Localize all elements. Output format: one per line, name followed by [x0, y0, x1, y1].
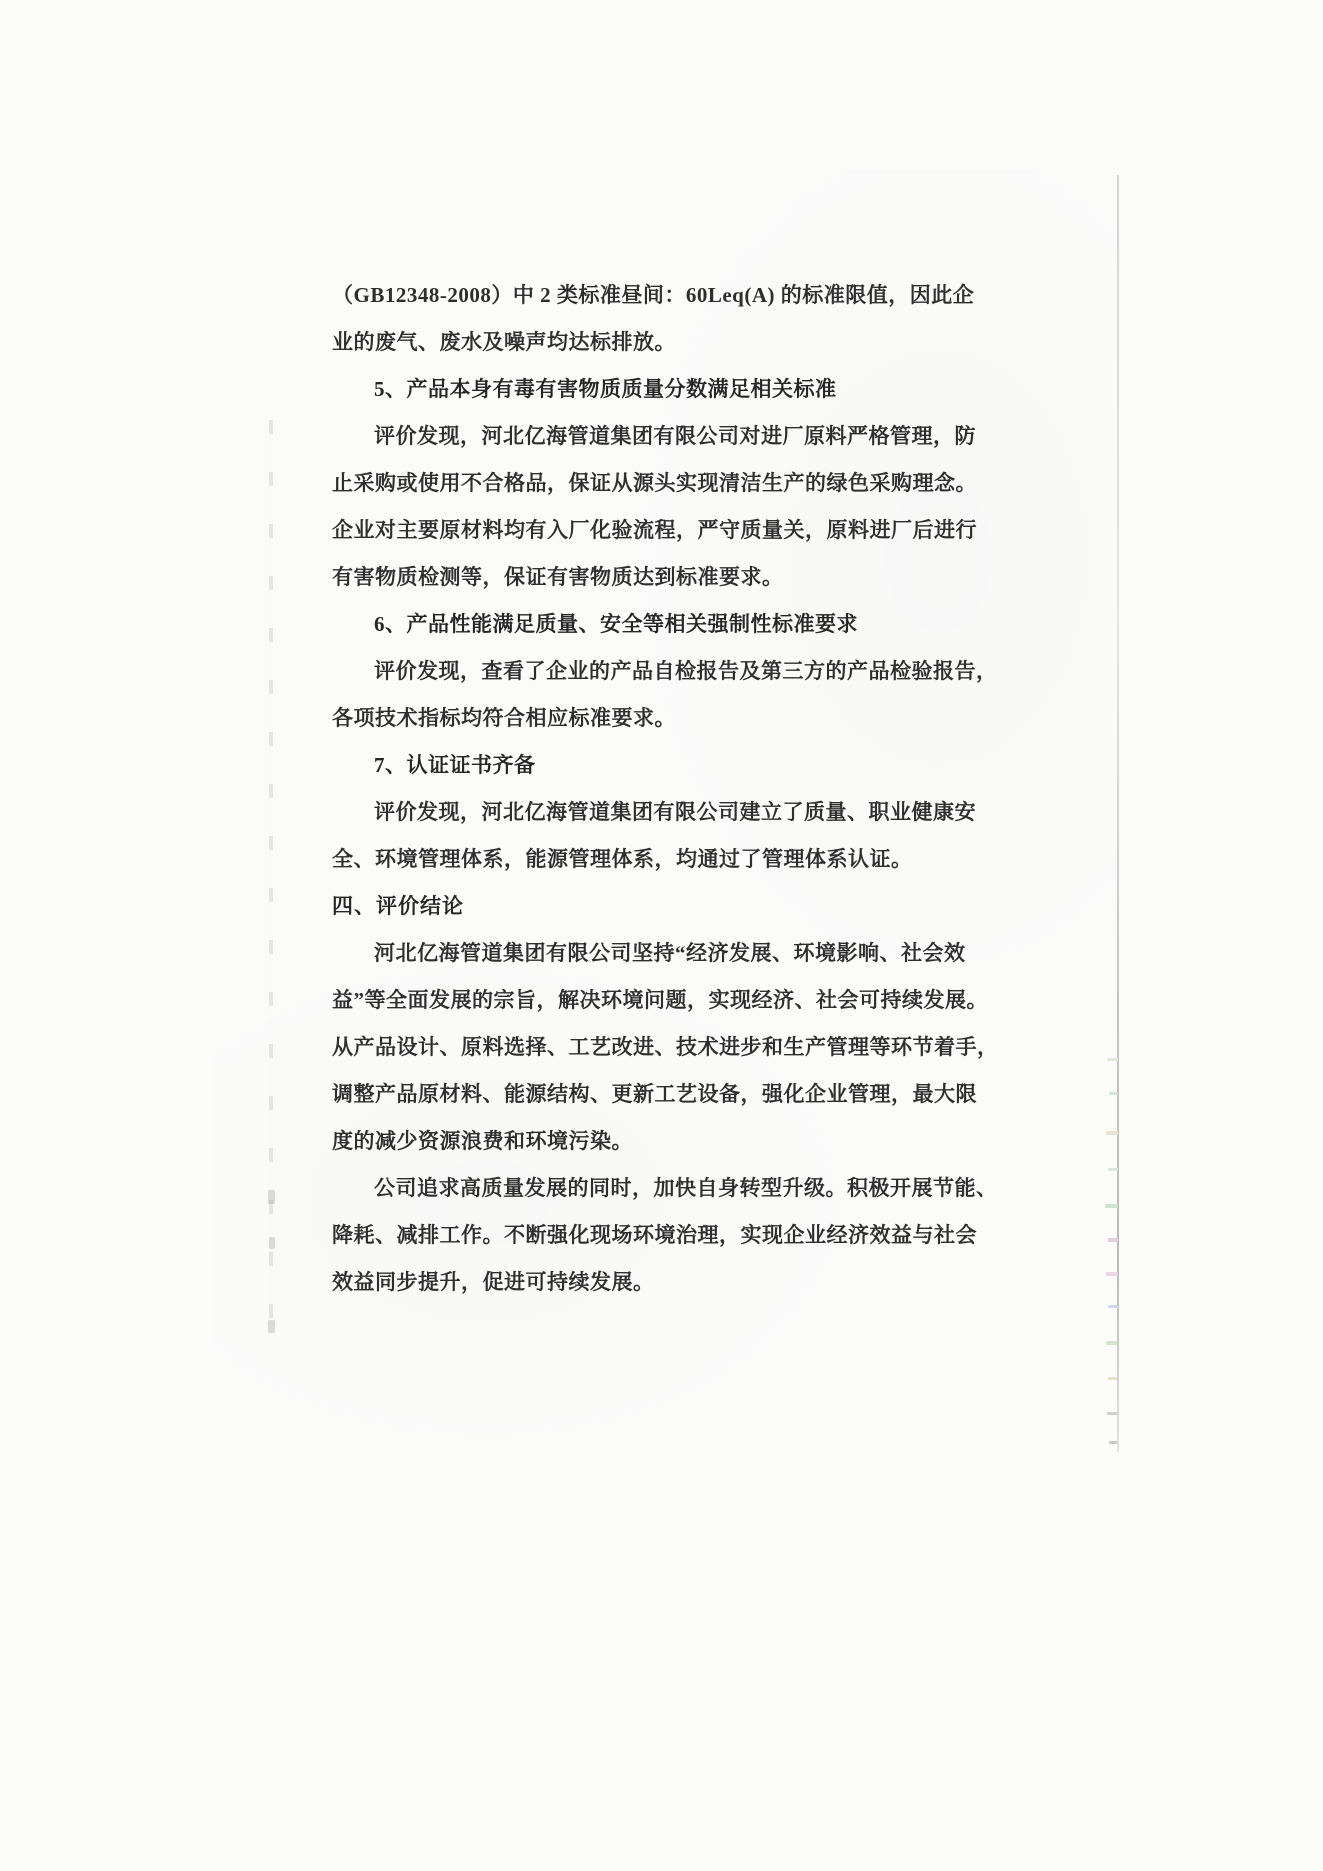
scan-smudge	[269, 1237, 275, 1249]
scan-noise-speckle	[1106, 1341, 1117, 1345]
text-line: 河北亿海管道集团有限公司坚持“经济发展、环境影响、社会效	[374, 941, 966, 965]
text-line: 从产品设计、原料选择、工艺改进、技术进步和生产管理等环节着手，	[332, 1035, 999, 1059]
heading-line-7: 7、认证证书齐备	[374, 753, 536, 777]
text-line: 评价发现，查看了企业的产品自检报告及第三方的产品检验报告，	[374, 659, 998, 683]
text-line: 调整产品原材料、能源结构、更新工艺设备，强化企业管理，最大限	[332, 1082, 977, 1106]
section-heading-conclusion: 四、评价结论	[332, 894, 464, 918]
scan-noise-speckle	[1107, 1412, 1117, 1415]
text-line: 业的废气、废水及噪声均达标排放。	[332, 330, 676, 354]
text-line: 评价发现，河北亿海管道集团有限公司对进厂原料严格管理，防	[374, 424, 976, 448]
heading-line-5: 5、产品本身有毒有害物质质量分数满足相关标准	[374, 377, 837, 401]
scan-noise-speckle	[1109, 1441, 1117, 1444]
text-line: 效益同步提升，促进可持续发展。	[332, 1270, 655, 1294]
scan-noise-speckle	[1106, 1272, 1118, 1276]
scan-noise-speckle	[1108, 1377, 1117, 1380]
scan-smudge	[268, 1190, 275, 1204]
text-line: （GB12348-2008）中 2 类标准昼间：60Leq(A) 的标准限值，因此企	[332, 283, 975, 307]
scan-noise-speckle	[1107, 1058, 1118, 1061]
heading-line-6: 6、产品性能满足质量、安全等相关强制性标准要求	[374, 612, 858, 636]
text-line: 全、环境管理体系，能源管理体系，均通过了管理体系认证。	[332, 847, 913, 871]
text-line: 度的减少资源浪费和环境污染。	[332, 1129, 633, 1153]
scan-smudge	[268, 1320, 275, 1333]
text-line: 益”等全面发展的宗旨，解决环境问题，实现经济、社会可持续发展。	[332, 988, 988, 1012]
text-line: 降耗、减排工作。不断强化现场环境治理，实现企业经济效益与社会	[332, 1223, 977, 1247]
scan-noise-speckle	[1106, 1131, 1118, 1135]
scan-noise-speckle	[1108, 1238, 1118, 1242]
text-line: 评价发现，河北亿海管道集团有限公司建立了质量、职业健康安	[374, 800, 976, 824]
text-line: 公司追求高质量发展的同时，加快自身转型升级。积极开展节能、	[374, 1176, 998, 1200]
scan-noise-speckle	[1108, 1168, 1118, 1171]
text-line: 企业对主要原材料均有入厂化验流程，严守质量关，原料进厂后进行	[332, 518, 977, 542]
scan-noise-speckle	[1105, 1204, 1118, 1208]
scan-noise-speckle	[1108, 1305, 1118, 1308]
scan-noise-speckle	[1109, 1092, 1118, 1095]
text-line: 止采购或使用不合格品，保证从源头实现清洁生产的绿色采购理念。	[332, 471, 977, 495]
scan-right-edge-line	[1117, 175, 1119, 1452]
document-body	[332, 272, 999, 1306]
text-line: 各项技术指标均符合相应标准要求。	[332, 706, 676, 730]
text-line: 有害物质检测等，保证有害物质达到标准要求。	[332, 565, 784, 589]
